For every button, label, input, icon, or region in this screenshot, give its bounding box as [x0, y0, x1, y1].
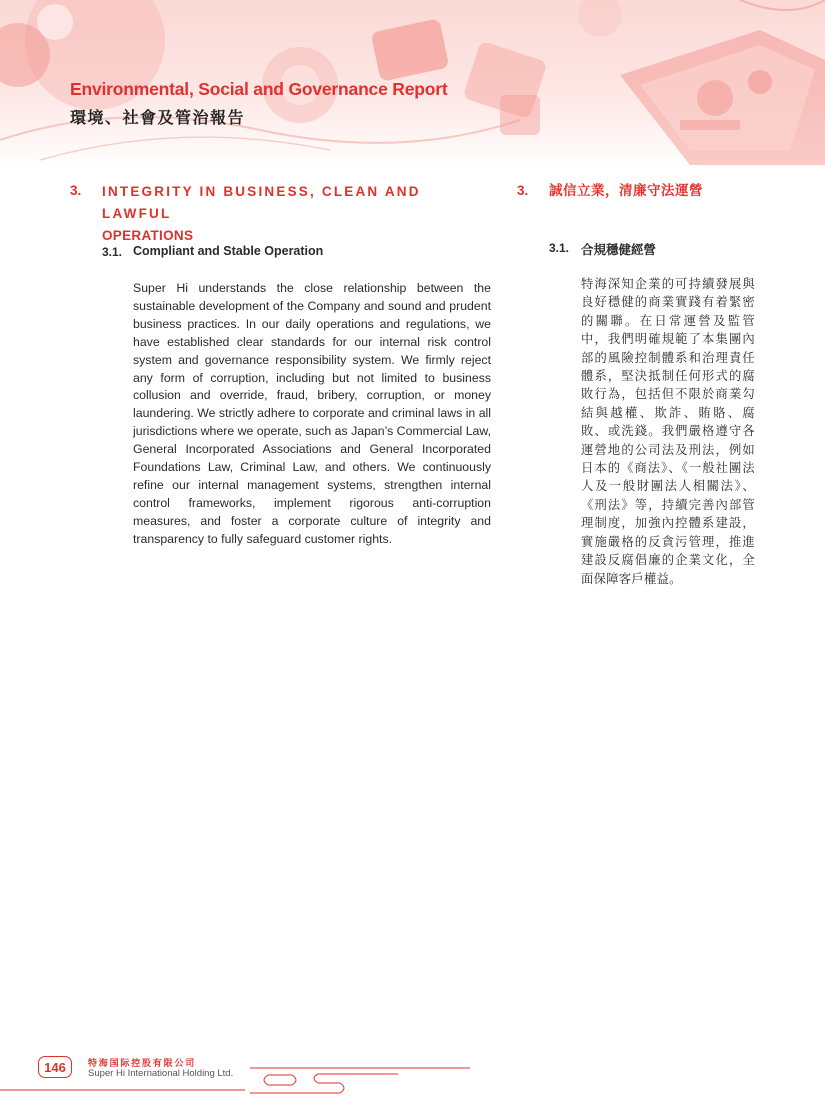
subsection-title: Compliant and Stable Operation — [133, 244, 324, 258]
page-number: 146 — [38, 1056, 72, 1078]
subsection-title-chinese: 合規穩健經營 — [581, 243, 657, 257]
section-title-line1: INTEGRITY IN BUSINESS, CLEAN AND LAWFUL — [102, 184, 421, 221]
section-title — [102, 181, 494, 247]
section-number-chinese: 3. — [517, 183, 529, 198]
body-text-chinese: 特海深知企業的可持續發展與良好穩健的商業實踐有着緊密的關聯。在日常運營及監管中，我們明確規範了本集團內部的風險控制體系和治理責任體系，堅決抵制任何形式的腐敗行為，包括但不限於商業勾結與越權、欺詐、賄賂、腐敗、或洗錢。我們嚴格遵守各運營地的公司法及刑法，例如日本的《商法》、《一般社團法人及一般財團法人相關法》、《刑法》等，持續完善內部管理制度，加強內控體系建設，實施嚴格的反貪污管理，推進建設反腐倡廉的企業文化，全面保障客戶權益。 — [581, 277, 755, 586]
report-title-chinese: 環境、社會及管治報告 — [70, 110, 246, 127]
body-text-english: Super Hi understands the close relationship between the sustainable development of the Company and sound and prudent business practices. In our daily operations and regulations, we have established clear standards for our internal risk control system and governance responsibility system. We firmly reject any form of corruption, including but not limited to business collusion and override, fraud, bribery, corruption, or money laundering. We strictly adhere to corporate and criminal laws in all jurisdictions where we operate, such as Japan’s Commercial Law, General Incorporated Associations and General Incorporated Foundations Law, Criminal Law, and others. We continuously refine our internal management systems, strengthen internal control frameworks, implement rigorous anti-corruption measures, and foster a corporate culture of integrity and transparency to fully safeguard customer rights. — [133, 281, 491, 546]
subsection-number: 3.1. — [102, 245, 123, 259]
subsection-number-chinese: 3.1. — [549, 241, 570, 255]
header-banner — [0, 0, 825, 168]
section-title-line2: OPERATIONS — [102, 228, 194, 243]
company-name-chinese: 特海国际控股有限公司 — [88, 1058, 197, 1068]
report-title: Environmental, Social and Governance Report — [70, 79, 448, 99]
company-name: Super Hi International Holding Ltd. — [88, 1068, 234, 1079]
section-title-chinese: 誠信立業，清廉守法運營 — [549, 183, 703, 198]
section-number: 3. — [70, 183, 82, 198]
